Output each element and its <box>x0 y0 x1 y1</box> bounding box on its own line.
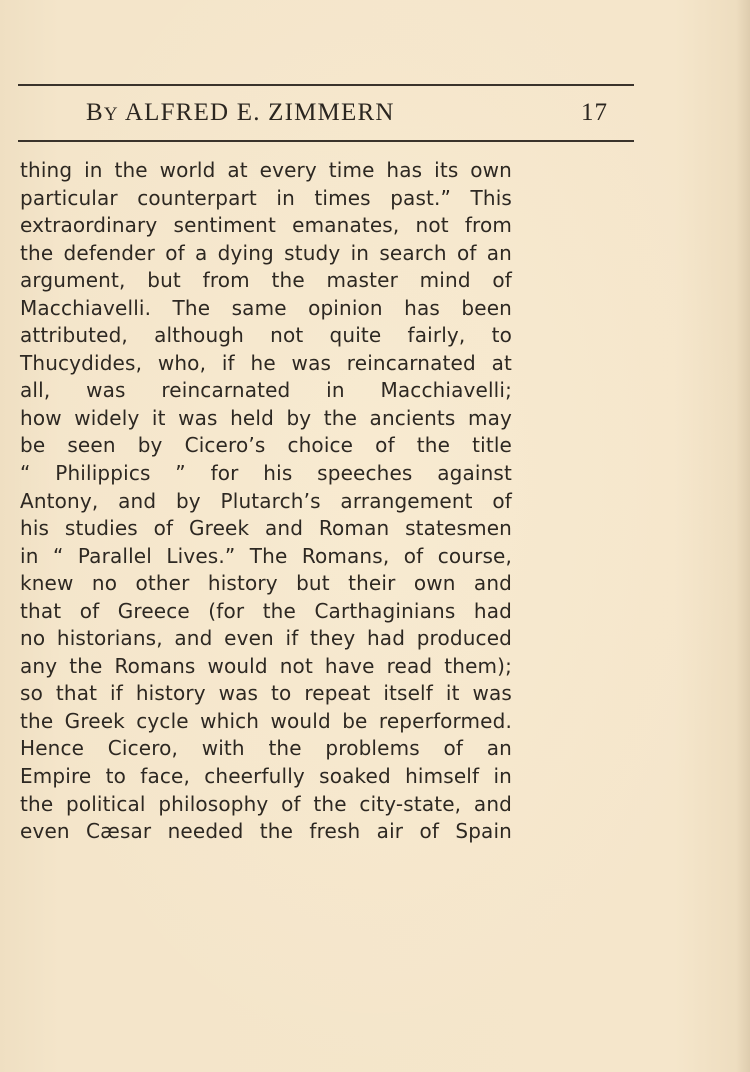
text-line: his studies of Greek and Roman statesmen <box>20 516 512 541</box>
text-line: argument, but from the master mind of <box>20 268 512 293</box>
body-text <box>20 157 512 846</box>
text-line: the defender of a dying study in search of an <box>20 240 512 265</box>
text-line: extraordinary sentiment emanates, not from <box>20 213 512 238</box>
page-edge-shadow <box>736 0 750 1072</box>
text-line: even Cæsar needed the fresh air of Spain <box>20 819 512 844</box>
running-head <box>18 95 634 131</box>
text-line: “ Philippics ” for his speeches against <box>20 461 512 486</box>
text-line: Empire to face, cheerfully soaked himself in <box>20 764 512 789</box>
running-head-title <box>86 95 395 133</box>
text-line: be seen by Cicero’s choice of the title <box>20 433 512 458</box>
text-line: no historians, and even if they had produced <box>20 626 512 651</box>
header-top-rule <box>18 84 634 86</box>
running-head-initial: B <box>86 99 104 126</box>
text-line: any the Romans would not have read them); <box>20 653 512 678</box>
text-line: all, was reincarnated in Macchiavelli; <box>20 378 512 403</box>
text-line: Hence Cicero, with the problems of an <box>20 736 512 761</box>
text-line: that of Greece (for the Carthaginians had <box>20 598 512 623</box>
text-line: thing in the world at every time has its own <box>20 158 512 182</box>
text-line: so that if history was to repeat itself it was <box>20 681 512 706</box>
text-line: in “ Parallel Lives.” The Romans, of course, <box>20 543 512 568</box>
text-line: the political philosophy of the city-state, and <box>20 791 512 816</box>
text-line: Antony, and by Plutarch’s arrangement of <box>20 488 512 513</box>
running-head-small-caps: Y <box>103 104 119 125</box>
text-line: Thucydides, who, if he was reincarnated at <box>20 350 512 375</box>
text-line: attributed, although not quite fairly, to <box>20 323 512 348</box>
text-line: particular counterpart in times past.” This <box>20 185 512 210</box>
page-number: 17 <box>581 99 608 126</box>
running-head-author: ALFRED E. ZIMMERN <box>118 99 395 126</box>
text-line: knew no other history but their own and <box>20 571 512 596</box>
header-bottom-rule <box>18 140 634 142</box>
text-line: how widely it was held by the ancients may <box>20 405 512 430</box>
text-line: Macchiavelli. The same opinion has been <box>20 295 512 320</box>
text-line: the Greek cycle which would be reperformed. <box>20 708 512 733</box>
